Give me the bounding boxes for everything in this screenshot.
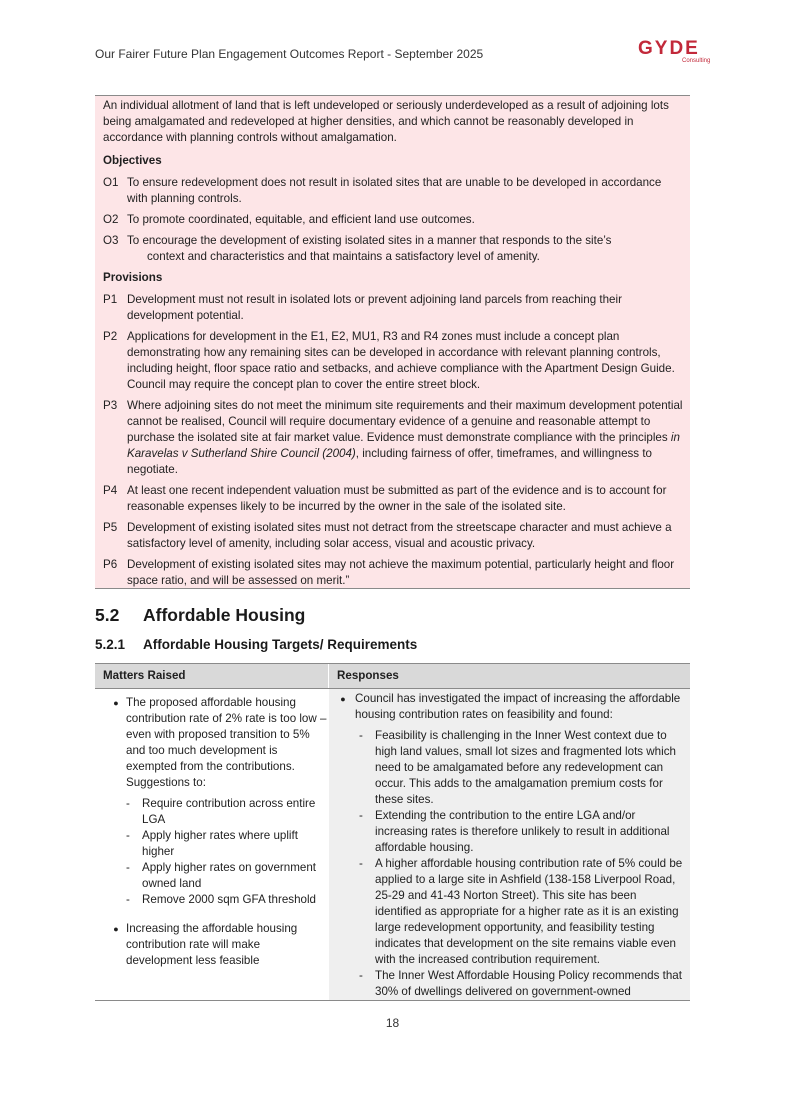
provision-code: P5	[103, 521, 118, 534]
list-item	[95, 695, 329, 791]
provision-item	[103, 398, 684, 478]
provision-item	[103, 292, 684, 324]
response-text: Council has investigated the impact of increasing the affordable housing contribution rates on feasibility and found:	[355, 692, 681, 721]
subsection-heading	[95, 637, 417, 652]
provision-text: Applications for development in the E1, E2, MU1, R3 and R4 zones must include a concept plan demonstrating how any remaining sites can be developed in accordance with relevant planning controls, including height, floor space ratio and setbacks, and achieve compliance with the Apartment Design Guide. Council may require the concept plan to cover the entire street block.	[127, 330, 675, 391]
objectives-heading: Objectives	[103, 154, 162, 167]
provision-text: At least one recent independent valuation must be submitted as part of the evidence and is to account for reasonable expenses likely to be incurred by the owner in the sale of the isolated site.	[127, 484, 667, 513]
objective-text-line2: context and characteristics and that maintains a satisfactory level of amenity.	[147, 250, 540, 263]
suggestion-list	[95, 796, 329, 908]
list-item	[95, 921, 329, 969]
provision-text: Development of existing isolated sites may not achieve the maximum potential, particularly height and floor space ratio, and will be assessed on merit.”	[127, 558, 675, 587]
provision-text-part: , including fairness of offer, timeframes, and willingness to negotiate.	[127, 447, 652, 476]
bullet-icon: ●	[113, 924, 119, 934]
matter-text: Increasing the affordable housing contribution rate will make development less feasible	[126, 922, 298, 967]
objective-item	[103, 212, 684, 228]
provision-text: Development must not result in isolated lots or prevent adjoining land parcels from reaching their development potential.	[127, 293, 622, 322]
suggestion-text: Apply higher rates where uplift higher	[142, 829, 298, 858]
section-title: Affordable Housing	[143, 605, 306, 625]
finding-text: The Inner West Affordable Housing Policy recommends that 30% of dwellings delivered on government-owned	[375, 969, 682, 998]
objective-code: O2	[103, 213, 119, 226]
objective-item	[103, 175, 684, 207]
header-matters-raised: Matters Raised	[103, 669, 186, 682]
finding-text: Feasibility is challenging in the Inner West context due to high land values, small lot sizes and fragmented lots which need to be amalgamated before any redevelopment can occur. This adds to the amalgamation premium costs for these sites.	[375, 729, 676, 806]
list-item	[329, 691, 690, 723]
objective-text-line1: To encourage the development of existing isolated sites in a manner that responds to the site’s	[127, 234, 612, 247]
objective-code: O1	[103, 176, 119, 189]
provision-item	[103, 520, 684, 552]
logo-wordmark: GYDE	[638, 38, 700, 59]
bullet-icon: ●	[113, 698, 119, 708]
logo-subtitle: Consulting	[682, 58, 711, 64]
list-item: - Feasibility is challenging in the Inner West context due to high land values, small lot sizes and fragmented lots which need to be amalgamated before any redevelopment can occur. This adds to the amalgamation premium costs for these sites.	[359, 728, 684, 808]
provisions-heading: Provisions	[103, 271, 163, 284]
subsection-title: Affordable Housing Targets/ Requirements	[143, 637, 418, 652]
matters-cell	[95, 689, 329, 1000]
finding-text: Extending the contribution to the entire LGA and/or increasing rates is therefore unlikely to result in additional affordable housing.	[375, 809, 670, 854]
provision-item	[103, 329, 684, 393]
provision-text	[127, 398, 684, 478]
report-header-title: Our Fairer Future Plan Engagement Outcomes Report - September 2025	[95, 47, 484, 61]
provision-code: P3	[103, 399, 118, 412]
list-item: - A higher affordable housing contribution rate of 5% could be applied to a large site in Ashfield (138-158 Liverpool Road, 25-29 and 41-43 Norton Street). This site has been identified as appropriate for a higher rate as it is an existing large redevelopment opportunity, and feasibility testing indicates that development on the site remains viable even with the increased contribution requirement.	[359, 857, 683, 966]
list-item: - Remove 2000 sqm GFA threshold	[126, 892, 329, 908]
provision-text-part: Where adjoining sites do not meet the minimum site requirements and their maximum development potential cannot be realised, Council will require documentary evidence of a genuine and reasonable attempt to purchase the isolated site at fair market value. Evidence must demonstrate compliance with the principles	[127, 399, 683, 444]
list-item: - Require contribution across entire LGA	[126, 796, 329, 828]
case-citation: in Karavelas v Sutherland Shire Council (2004)	[127, 431, 680, 460]
objective-item	[103, 233, 684, 265]
bullet-icon: ●	[340, 694, 346, 704]
matter-text: The proposed affordable housing contribution rate of 2% rate is too low – even with proposed transition to 5% and too much development is exempted from the contributions. Suggestions to:	[126, 696, 327, 789]
header-responses: Responses	[328, 664, 690, 688]
section-number: 5.2	[95, 605, 120, 625]
list-item: - Apply higher rates where uplift higher	[126, 828, 329, 860]
section-heading	[95, 605, 305, 626]
gyde-logo	[638, 39, 728, 69]
finding-list	[329, 728, 690, 1000]
responses-cell	[329, 689, 690, 1000]
provision-code: P4	[103, 484, 118, 497]
matters-responses-table	[95, 663, 690, 1001]
objective-text: To ensure redevelopment does not result in isolated sites that are unable to be developed in accordance with planning controls.	[127, 176, 662, 205]
finding-text: A higher affordable housing contribution rate of 5% could be applied to a large site in Ashfield (138-158 Liverpool Road, 25-29 and 41-43 Norton Street). This site has been identified as appropriate for a higher rate as it is an existing large redevelopment opportunity, and feasibility testing indicates that development on the site remains viable even with the increased contribution requirement.	[375, 857, 683, 966]
provision-text: Development of existing isolated sites must not detract from the streetscape character and must achieve a satisfactory level of amenity, including solar access, visual and acoustic privacy.	[127, 521, 672, 550]
list-item: - Extending the contribution to the entire LGA and/or increasing rates is therefore unlikely to result in additional affordable housing.	[359, 808, 684, 856]
provision-item	[103, 483, 684, 515]
table-row	[95, 689, 690, 1000]
objective-text	[127, 233, 684, 265]
list-item: - Apply higher rates on government owned land	[126, 860, 329, 892]
provision-code: P2	[103, 330, 118, 343]
list-item: - The Inner West Affordable Housing Policy recommends that 30% of dwellings delivered on government-owned	[359, 968, 684, 1000]
suggestion-text: Apply higher rates on government owned land	[142, 861, 317, 890]
provision-code: P1	[103, 293, 118, 306]
subsection-number: 5.2.1	[95, 637, 126, 652]
objective-text: To promote coordinated, equitable, and efficient land use outcomes.	[127, 213, 475, 226]
page-number: 18	[385, 1016, 400, 1030]
isolated-sites-control-box	[95, 95, 690, 589]
table-header-row	[95, 663, 690, 689]
provision-item	[103, 557, 684, 589]
suggestion-text: Require contribution across entire LGA	[142, 797, 316, 826]
suggestion-text: Remove 2000 sqm GFA threshold	[142, 893, 316, 906]
definition-paragraph: An individual allotment of land that is left undeveloped or seriously underdeveloped as a result of adjoining lots being amalgamated and redeveloped at higher densities, and which cannot be reasonably developed in accordance with planning controls without amalgamation.	[103, 99, 669, 144]
provision-code: P6	[103, 558, 118, 571]
objective-code: O3	[103, 234, 119, 247]
